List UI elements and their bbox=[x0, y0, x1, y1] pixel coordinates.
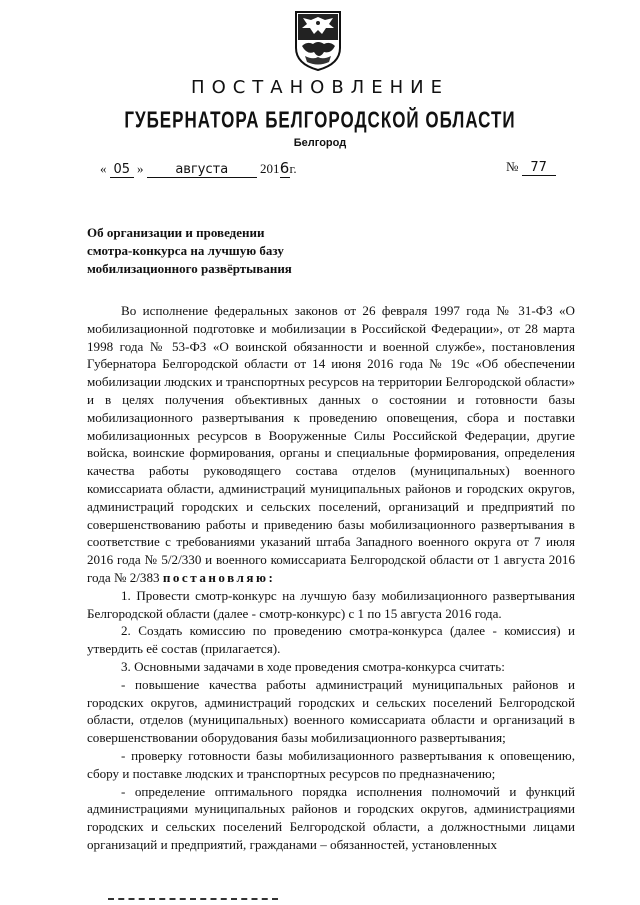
number-label: № bbox=[506, 159, 519, 174]
task-paragraph: - проверку готовности базы мобилизационного развертывания к оповещению, сбору и поставке людских и транспортных ресурсов по предназначению; bbox=[87, 747, 575, 781]
date-close-quote: » bbox=[137, 161, 144, 176]
document-body bbox=[87, 302, 575, 854]
subject-line: Об организации и проведении bbox=[87, 225, 265, 240]
date-year-suffix: 6 bbox=[279, 159, 290, 177]
subject-line: мобилизационного развёртывания bbox=[87, 261, 292, 276]
item-paragraph: 2. Создать комиссию по проведению смотра-конкурса (далее - комиссия) и утвердить её состав (прилагается). bbox=[87, 623, 575, 657]
date-year-unit: г. bbox=[289, 161, 297, 176]
date-month: августа bbox=[147, 162, 257, 178]
document-date bbox=[100, 159, 297, 178]
item-paragraph: 1. Провести смотр-конкурс на лучшую базу мобилизационного развертывания Белгородской области (далее - смотр-конкурс) с 1 по 15 августа 2016 года. bbox=[87, 587, 575, 621]
city-name: Белгород bbox=[293, 137, 347, 149]
date-open-quote: « bbox=[100, 161, 107, 176]
date-day: 05 bbox=[110, 162, 134, 178]
preamble-paragraph bbox=[87, 302, 575, 587]
task-paragraph: - повышение качества работы администраций муниципальных районов и городских округов, администраций городских и сельских поселений Белгородской области, отделов (муниципальных) военного комиссариата области и организаций в совершенствовании оборудования базы мобилизационного развертывания; bbox=[87, 676, 575, 746]
document-subject bbox=[87, 224, 337, 278]
document-title: ПОСТАНОВЛЕНИЕ bbox=[191, 77, 449, 98]
decree-word: постановляю: bbox=[162, 569, 276, 585]
number-value: 77 bbox=[522, 160, 556, 176]
task-paragraph: - определение оптимального порядка исполнения полномочий и функций администрациями муниципальных районов и городских округов, администрациями городских и сельских поселений Белгородской области, а должностными лицами организаций и предприятий, гражданами – обязанностей, установленных bbox=[87, 783, 575, 852]
document-number bbox=[506, 159, 556, 176]
preamble-text: Во исполнение федеральных законов от 26 февраля 1997 года № 31-ФЗ «О мобилизационной подготовке и мобилизации в Российской Федерации», от 28 марта 1998 года № 53-ФЗ «О воинской обязанности и военной службе», постановления Губернатора Белгородской области от 14 июня 2016 года № 19с «Об обеспечении мобилизации людских и транспортных ресурсов на территории Белгородской области» и в целях получения объективных данных о состоянии и готовности базы мобилизационного развертывания к проведению оповещения, сбора и поставки мобилизационных ресурсов в Вооруженные Силы Российской Федерации, другие войска, воинские формирования, органы и специальные формирования, определения качества работы руководящего состава отделов (муниципальных) военного комиссариата области, администраций муниципальных районов и городских округов, администраций городских и сельских поселений, организаций и предприятий по совершенствованию работы и приведению базы мобилизационного развертывания в соответствие с требованиями указаний штаба Западного военного округа от 7 июля 2016 года № 5/2/330 и военного комиссариата Белгородской области от 1 августа 2016 года № 2/383 bbox=[87, 303, 575, 585]
subject-line: смотра-конкурса на лучшую базу bbox=[87, 243, 284, 258]
item-paragraph: 3. Основными задачами в ходе проведения смотра-конкурса считать: bbox=[121, 658, 505, 674]
issuer-title: ГУБЕРНАТОРА БЕЛГОРОДСКОЙ ОБЛАСТИ bbox=[124, 107, 516, 133]
scan-edge-marks bbox=[108, 898, 278, 904]
date-year-prefix: 201 bbox=[260, 161, 280, 176]
coat-of-arms-icon bbox=[293, 10, 343, 72]
